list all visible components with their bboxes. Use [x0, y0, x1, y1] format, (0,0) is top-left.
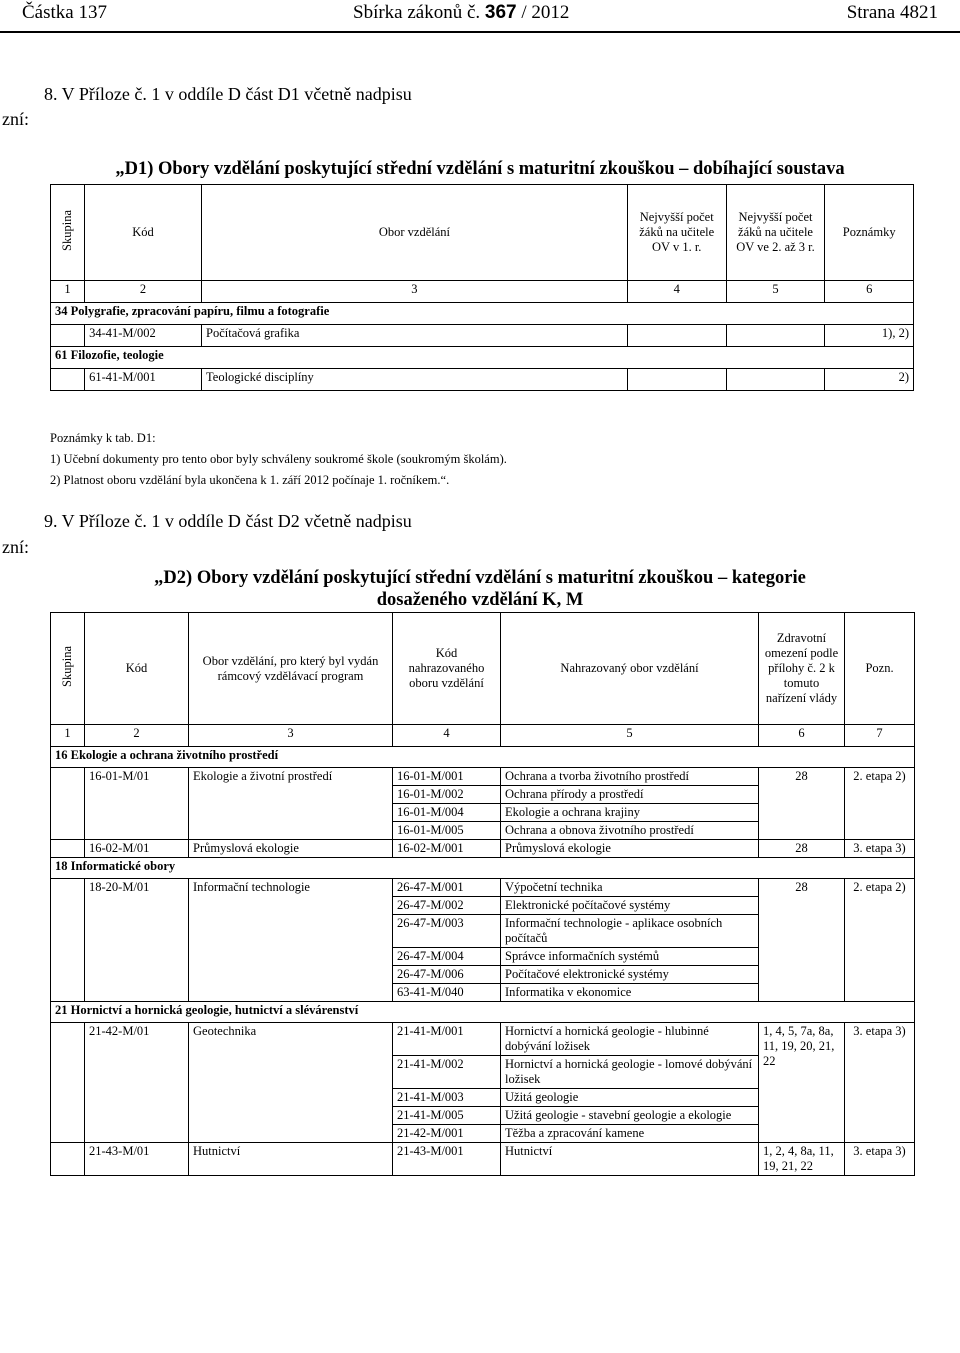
d2-health-cell: 1, 4, 5, 7a, 8a, 11, 19, 20, 21, 22 [759, 1023, 845, 1143]
d2-replaced-name-cell: Ochrana a tvorba životního prostředí [501, 768, 759, 786]
d2-note-cell: 3. etapa 3) [845, 840, 915, 858]
d1-field-name-cell: Počítačová grafika [202, 325, 628, 347]
d2-replaced-code-cell: 63-41-M/040 [393, 984, 501, 1002]
d1-limit-first-cell [627, 369, 726, 391]
d2-group-name: 16 Ekologie a ochrana životního prostředí [51, 747, 915, 768]
collection-prefix: Sbírka zákonů č. [353, 2, 481, 23]
d2-replaced-name-cell: Ekologie a ochrana krajiny [501, 804, 759, 822]
d2-header-cell: Nahrazovaný obor vzdělání [501, 613, 759, 725]
d2-column-number: 7 [845, 725, 915, 747]
issue-number: Částka 137 [22, 2, 107, 23]
d2-field-name-cell: Geotechnika [189, 1023, 393, 1143]
d2-note-cell: 2. etapa 2) [845, 879, 915, 1002]
d2-replaced-code-cell: 21-41-M/001 [393, 1023, 501, 1056]
d2-field-name-cell: Hutnictví [189, 1143, 393, 1176]
d1-note-2: 2) Platnost oboru vzdělání byla ukončena k 1. září 2012 počínaje 1. ročníkem.“. [50, 473, 450, 487]
d2-replaced-name-cell: Průmyslová ekologie [501, 840, 759, 858]
d2-table-row [51, 1023, 915, 1056]
page-header [0, 0, 960, 32]
d1-column-number: 1 [51, 281, 85, 303]
d2-table-row [51, 840, 915, 858]
page-number: Strana 4821 [846, 2, 938, 23]
d2-header-cell: Pozn. [845, 613, 915, 725]
amendment-instruction-8: 8. V Příloze č. 1 v oddíle D část D1 včetně nadpisu [44, 84, 412, 104]
d2-replaced-name-cell: Ochrana přírody a prostředí [501, 786, 759, 804]
d2-health-cell: 28 [759, 879, 845, 1002]
d1-notes [50, 428, 507, 491]
d2-header-group-label: Skupina [60, 646, 74, 687]
d2-code-cell: 21-42-M/01 [85, 1023, 189, 1143]
d1-column-number: 2 [85, 281, 202, 303]
d2-note-cell: 2. etapa 2) [845, 768, 915, 840]
d1-note-cell: 2) [825, 369, 914, 391]
d2-column-number: 4 [393, 725, 501, 747]
d2-group-row [51, 858, 915, 879]
d1-limit-later-cell [726, 325, 825, 347]
d2-empty-group-cell [51, 768, 85, 840]
collection-title [353, 2, 569, 24]
d1-table [50, 184, 914, 391]
d2-table-row [51, 879, 915, 897]
d2-replaced-name-cell: Informační technologie - aplikace osobních počítačů [501, 915, 759, 948]
d2-replaced-name-cell: Hornictví a hornická geologie - lomové dobývání ložisek [501, 1056, 759, 1089]
d2-replaced-code-cell: 16-01-M/001 [393, 768, 501, 786]
d1-title: „D1) Obory vzdělání poskytující střední vzdělání s maturitní zkouškou – dobíhající soustava [115, 159, 845, 179]
d2-empty-group-cell [51, 1023, 85, 1143]
d1-empty-group-cell [51, 325, 85, 347]
d2-column-number: 2 [85, 725, 189, 747]
d2-column-number: 5 [501, 725, 759, 747]
d2-header-cell: Zdravotní omezení podle přílohy č. 2 k tomuto nařízení vlády [759, 613, 845, 725]
d2-header-cell: Kód [85, 613, 189, 725]
d2-column-number: 1 [51, 725, 85, 747]
d1-group-name: 61 Filozofie, teologie [51, 347, 914, 369]
d2-replaced-code-cell: 21-42-M/001 [393, 1125, 501, 1143]
d2-field-name-cell: Průmyslová ekologie [189, 840, 393, 858]
d2-replaced-name-cell: Počítačové elektronické systémy [501, 966, 759, 984]
d2-replaced-name-cell: Těžba a zpracování kamene [501, 1125, 759, 1143]
d2-code-cell: 18-20-M/01 [85, 879, 189, 1002]
d1-header-cell: Kód [85, 185, 202, 281]
collection-year: / 2012 [521, 2, 570, 23]
d1-table-row [51, 325, 914, 347]
d2-table-row [51, 768, 915, 786]
d1-header-cell: Obor vzdělání [202, 185, 628, 281]
d2-note-cell: 3. etapa 3) [845, 1023, 915, 1143]
d2-replaced-code-cell: 21-43-M/001 [393, 1143, 501, 1176]
d2-group-name: 18 Informatické obory [51, 858, 915, 879]
d1-group-name: 34 Polygrafie, zpracování papíru, filmu a fotografie [51, 303, 914, 325]
d2-code-cell: 21-43-M/01 [85, 1143, 189, 1176]
d2-column-number: 6 [759, 725, 845, 747]
d2-note-cell: 3. etapa 3) [845, 1143, 915, 1176]
d1-column-number: 4 [627, 281, 726, 303]
d2-code-cell: 16-01-M/01 [85, 768, 189, 840]
d1-note-1: 1) Učební dokumenty pro tento obor byly schváleny soukromé škole (soukromým školám). [50, 452, 507, 466]
d2-replaced-code-cell: 16-01-M/004 [393, 804, 501, 822]
d1-header-row [51, 185, 914, 281]
d2-replaced-code-cell: 21-41-M/003 [393, 1089, 501, 1107]
d2-empty-group-cell [51, 1143, 85, 1176]
d2-title-line-1: „D2) Obory vzdělání poskytující střední vzdělání s maturitní zkouškou – kategorie [154, 568, 806, 588]
d2-empty-group-cell [51, 879, 85, 1002]
d2-replaced-code-cell: 16-01-M/002 [393, 786, 501, 804]
d2-replaced-name-cell: Informatika v ekonomice [501, 984, 759, 1002]
d2-replaced-code-cell: 21-41-M/005 [393, 1107, 501, 1125]
d2-group-name: 21 Hornictví a hornická geologie, hutnictví a slévárenství [51, 1002, 915, 1023]
d2-field-name-cell: Informační technologie [189, 879, 393, 1002]
d1-notes-title: Poznámky k tab. D1: [50, 431, 156, 445]
d2-column-number: 3 [189, 725, 393, 747]
amendment-label-9: zní: [2, 537, 29, 557]
d1-table-row [51, 369, 914, 391]
d1-code-cell: 34-41-M/002 [85, 325, 202, 347]
d2-replaced-code-cell: 21-41-M/002 [393, 1056, 501, 1089]
d2-replaced-code-cell: 26-47-M/004 [393, 948, 501, 966]
d2-table-row [51, 1143, 915, 1176]
d1-column-number: 6 [825, 281, 914, 303]
d1-group-row [51, 303, 914, 325]
d2-replaced-code-cell: 16-01-M/005 [393, 822, 501, 840]
d1-empty-group-cell [51, 369, 85, 391]
d2-field-name-cell: Ekologie a životní prostředí [189, 768, 393, 840]
d2-health-cell: 1, 2, 4, 8a, 11, 19, 21, 22 [759, 1143, 845, 1176]
d1-column-number: 3 [202, 281, 628, 303]
d2-replaced-name-cell: Ochrana a obnova životního prostředí [501, 822, 759, 840]
d2-replaced-code-cell: 26-47-M/006 [393, 966, 501, 984]
d2-header-row [51, 613, 915, 725]
d2-table [50, 612, 915, 1176]
d1-header-cell: Nejvyšší počet žáků na učitele OV v 1. r. [627, 185, 726, 281]
d2-title [80, 567, 880, 611]
d2-header-cell [51, 613, 85, 725]
d2-replaced-name-cell: Hornictví a hornická geologie - hlubinné dobývání ložisek [501, 1023, 759, 1056]
d2-code-cell: 16-02-M/01 [85, 840, 189, 858]
header-divider [0, 31, 960, 33]
d2-number-row [51, 725, 915, 747]
d1-code-cell: 61-41-M/001 [85, 369, 202, 391]
d2-header-cell: Kód nahrazovaného oboru vzdělání [393, 613, 501, 725]
d1-limit-later-cell [726, 369, 825, 391]
d2-replaced-code-cell: 26-47-M/003 [393, 915, 501, 948]
d2-replaced-name-cell: Hutnictví [501, 1143, 759, 1176]
d2-replaced-name-cell: Elektronické počítačové systémy [501, 897, 759, 915]
d1-limit-first-cell [627, 325, 726, 347]
d1-field-name-cell: Teologické disciplíny [202, 369, 628, 391]
d1-header-cell: Poznámky [825, 185, 914, 281]
d2-title-line-2: dosaženého vzdělání K, M [376, 590, 584, 610]
d1-header-group-label: Skupina [60, 210, 75, 251]
d1-header-cell: Nejvyšší počet žáků na učitele OV ve 2. až 3 r. [726, 185, 825, 281]
d2-health-cell: 28 [759, 840, 845, 858]
d1-header-cell [51, 185, 85, 281]
amendment-label-8: zní: [2, 109, 29, 129]
amendment-instruction-9: 9. V Příloze č. 1 v oddíle D část D2 včetně nadpisu [44, 511, 412, 531]
d2-replaced-code-cell: 16-02-M/001 [393, 840, 501, 858]
d2-replaced-code-cell: 26-47-M/001 [393, 879, 501, 897]
d2-health-cell: 28 [759, 768, 845, 840]
d2-header-cell: Obor vzdělání, pro který byl vydán rámcový vzdělávací program [189, 613, 393, 725]
d2-replaced-code-cell: 26-47-M/002 [393, 897, 501, 915]
d2-group-row [51, 747, 915, 768]
d2-replaced-name-cell: Užitá geologie - stavební geologie a ekologie [501, 1107, 759, 1125]
d1-column-number: 5 [726, 281, 825, 303]
d2-replaced-name-cell: Správce informačních systémů [501, 948, 759, 966]
d1-note-cell: 1), 2) [825, 325, 914, 347]
d1-group-row [51, 347, 914, 369]
collection-number: 367 [484, 2, 517, 23]
d1-number-row [51, 281, 914, 303]
d2-group-row [51, 1002, 915, 1023]
d2-empty-group-cell [51, 840, 85, 858]
d2-replaced-name-cell: Výpočetní technika [501, 879, 759, 897]
d2-replaced-name-cell: Užitá geologie [501, 1089, 759, 1107]
